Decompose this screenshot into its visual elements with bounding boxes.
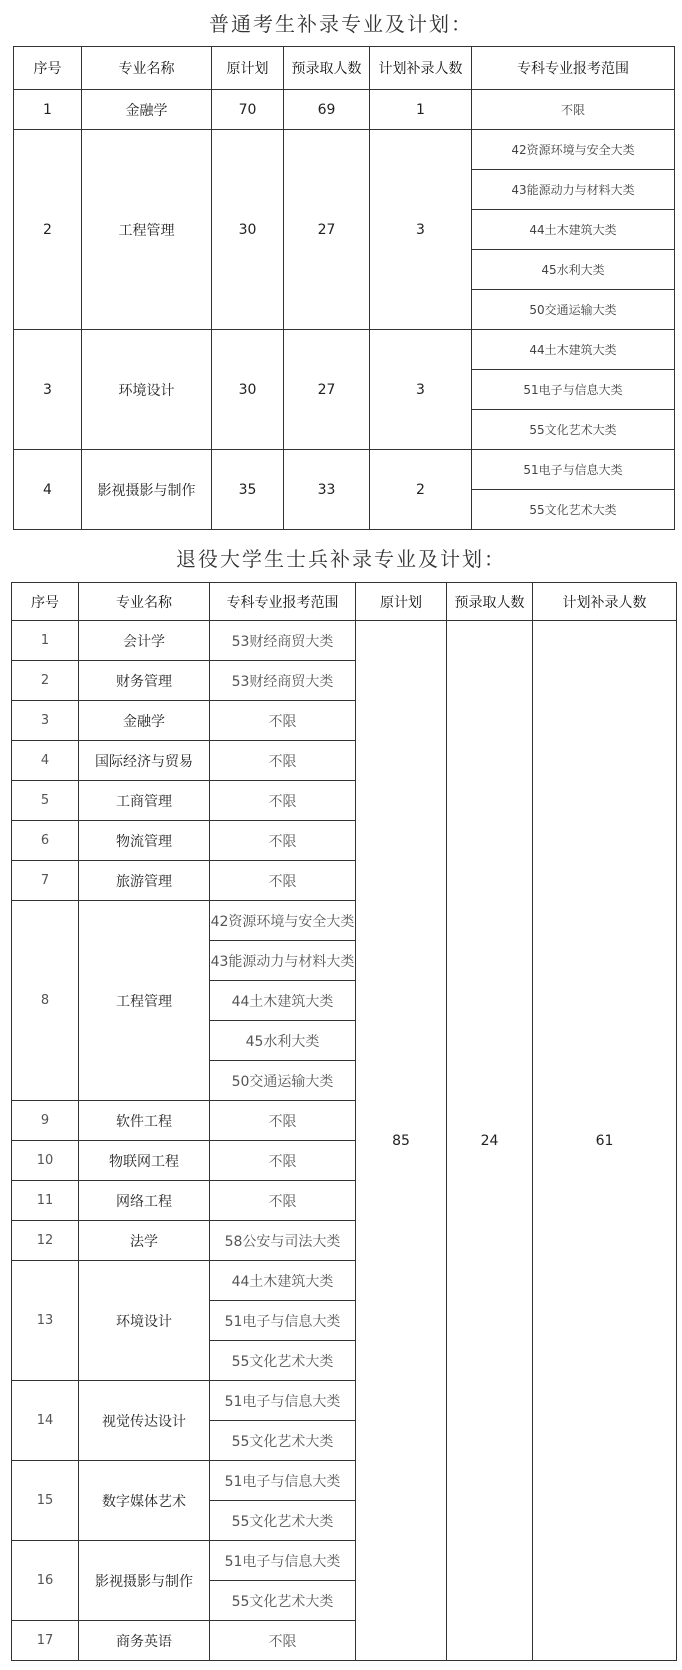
supplement-count: 2 [370,450,472,530]
major-name: 工程管理 [82,130,212,330]
major-name: 工程管理 [79,901,210,1101]
header-supplement: 计划补录人数 [370,47,472,90]
pre-admitted-count: 69 [284,90,370,130]
row-number: 14 [12,1381,79,1461]
header-admitted: 预录取人数 [447,583,533,621]
range-item: 44土木建筑大类 [210,981,356,1021]
major-name: 财务管理 [79,661,210,701]
major-name: 环境设计 [82,330,212,450]
header-plan: 原计划 [212,47,284,90]
range-item: 58公安与司法大类 [210,1221,356,1261]
table2-body [12,621,677,1661]
range-item: 不限 [210,1621,356,1661]
original-plan: 85 [356,621,447,1661]
table-row [14,90,675,130]
range-item: 不限 [210,701,356,741]
range-item: 45水利大类 [472,250,675,290]
row-number: 11 [12,1181,79,1221]
range-item: 51电子与信息大类 [210,1301,356,1341]
major-name: 商务英语 [79,1621,210,1661]
major-name: 法学 [79,1221,210,1261]
row-number: 3 [12,701,79,741]
row-number: 6 [12,821,79,861]
section1-title: 普通考生补录专业及计划： [209,12,473,36]
header-plan: 原计划 [356,583,447,621]
range-item: 42资源环境与安全大类 [210,901,356,941]
range-item: 43能源动力与材料大类 [472,170,675,210]
range-item: 不限 [210,741,356,781]
row-number: 1 [12,621,79,661]
range-item: 55文化艺术大类 [210,1341,356,1381]
range-item: 55文化艺术大类 [210,1421,356,1461]
row-number: 8 [12,901,79,1101]
range-item: 51电子与信息大类 [210,1381,356,1421]
supplement-count: 1 [370,90,472,130]
row-number: 1 [14,90,82,130]
range-item: 45水利大类 [210,1021,356,1061]
original-plan: 30 [212,330,284,450]
range-item: 不限 [210,1101,356,1141]
section2-title: 退役大学生士兵补录专业及计划： [176,547,506,571]
major-name: 软件工程 [79,1101,210,1141]
major-name: 旅游管理 [79,861,210,901]
range-item: 55文化艺术大类 [472,490,675,530]
range-item: 不限 [210,1141,356,1181]
row-number: 4 [12,741,79,781]
header-major: 专业名称 [79,583,210,621]
original-plan: 70 [212,90,284,130]
row-number: 4 [14,450,82,530]
header-range: 专科专业报考范围 [210,583,356,621]
table-row [12,621,677,661]
pre-admitted-count: 27 [284,130,370,330]
pre-admitted-count: 27 [284,330,370,450]
range-item: 不限 [210,1181,356,1221]
header-admitted: 预录取人数 [284,47,370,90]
range-item: 51电子与信息大类 [210,1541,356,1581]
range-item: 51电子与信息大类 [472,370,675,410]
major-name: 网络工程 [79,1181,210,1221]
row-number: 7 [12,861,79,901]
supplement-count: 61 [533,621,677,1661]
major-name: 视觉传达设计 [79,1381,210,1461]
row-number: 2 [12,661,79,701]
range-item: 53财经商贸大类 [210,621,356,661]
range-item: 55文化艺术大类 [472,410,675,450]
range-item: 55文化艺术大类 [210,1581,356,1621]
table1-body [14,90,675,530]
range-item: 不限 [210,861,356,901]
row-number: 12 [12,1221,79,1261]
original-plan: 30 [212,130,284,330]
range-item: 44土木建筑大类 [472,210,675,250]
major-name: 工商管理 [79,781,210,821]
range-item: 50交通运输大类 [472,290,675,330]
row-number: 5 [12,781,79,821]
row-number: 3 [14,330,82,450]
row-number: 17 [12,1621,79,1661]
pre-admitted-count: 24 [447,621,533,1661]
range-item: 55文化艺术大类 [210,1501,356,1541]
major-name: 物联网工程 [79,1141,210,1181]
range-item: 43能源动力与材料大类 [210,941,356,981]
row-number: 13 [12,1261,79,1381]
major-name: 国际经济与贸易 [79,741,210,781]
supplement-count: 3 [370,330,472,450]
header-supplement: 计划补录人数 [533,583,677,621]
range-item: 51电子与信息大类 [210,1461,356,1501]
major-name: 环境设计 [79,1261,210,1381]
row-number: 9 [12,1101,79,1141]
supplement-count: 3 [370,130,472,330]
table-header-row [12,583,677,621]
range-item: 不限 [472,90,675,130]
pre-admitted-count: 33 [284,450,370,530]
header-major: 专业名称 [82,47,212,90]
major-name: 金融学 [82,90,212,130]
table-header-row [14,47,675,90]
major-name: 影视摄影与制作 [82,450,212,530]
major-name: 金融学 [79,701,210,741]
table-row [14,330,675,370]
veteran-supplement-table [11,582,677,1661]
major-name: 影视摄影与制作 [79,1541,210,1621]
row-number: 2 [14,130,82,330]
header-no: 序号 [14,47,82,90]
header-range: 专科专业报考范围 [472,47,675,90]
range-item: 42资源环境与安全大类 [472,130,675,170]
range-item: 44土木建筑大类 [472,330,675,370]
range-item: 不限 [210,821,356,861]
row-number: 10 [12,1141,79,1181]
header-no: 序号 [12,583,79,621]
range-item: 53财经商贸大类 [210,661,356,701]
range-item: 44土木建筑大类 [210,1261,356,1301]
major-name: 物流管理 [79,821,210,861]
range-item: 不限 [210,781,356,821]
row-number: 16 [12,1541,79,1621]
major-name: 会计学 [79,621,210,661]
range-item: 50交通运输大类 [210,1061,356,1101]
range-item: 51电子与信息大类 [472,450,675,490]
regular-supplement-table [13,46,675,530]
major-name: 数字媒体艺术 [79,1461,210,1541]
original-plan: 35 [212,450,284,530]
table-row [14,130,675,170]
table-row [14,450,675,490]
row-number: 15 [12,1461,79,1541]
